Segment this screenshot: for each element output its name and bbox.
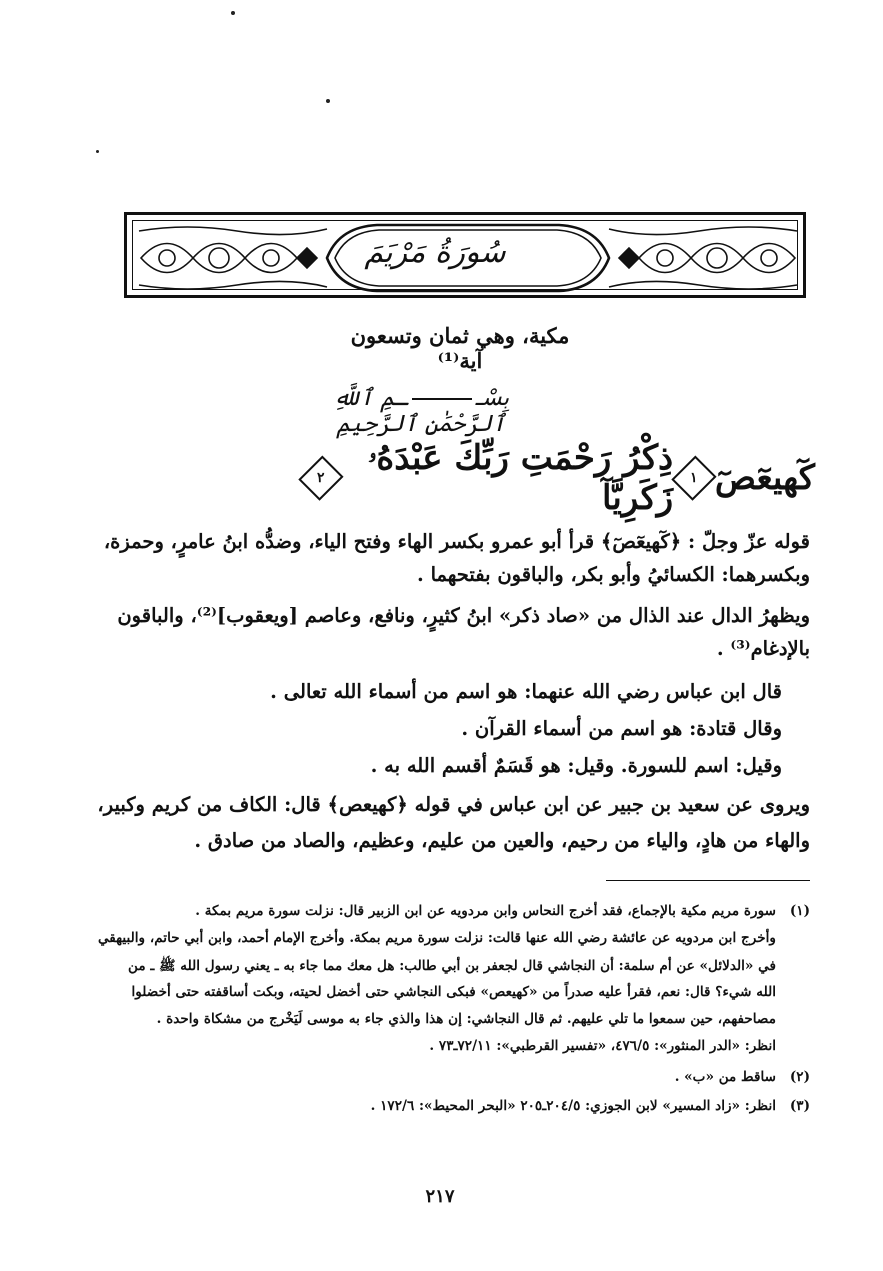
footnote-line xyxy=(124,1011,810,1027)
footnote-text: سورة مريم مكية بالإجماع، فقد أخرج النحاس وابن مردويه عن ابن الزبير قال: نزلت سورة مريم بمكة . xyxy=(195,903,776,919)
body-line: قوله عزّ وجلّ : ﴿كٓهيعٓصٓ﴾ قرأ أبو عمرو بكسر الهاء وفتح الياء، وضدُّه ابنُ عامرٍ، وحمزة، xyxy=(103,530,810,553)
body-line: وقال قتادة: هو اسم من أسماء القرآن . xyxy=(461,717,782,740)
body-line: والهاء من هادٍ، والياء من رحيم، والعين من عليم، وعظيم، والصاد من صادق . xyxy=(194,829,810,852)
verse-number-2: ٢ xyxy=(317,470,325,487)
basmala xyxy=(296,385,546,437)
footnote-text: انظر: «الدر المنثور»: ٤٧٦/٥، «تفسير القرطبي»: ٧٢/١١ـ٧٣ . xyxy=(429,1038,776,1054)
footnote-text: انظر: «زاد المسير» لابن الجوزي: ٢٠٤/٥ـ٢٠٥ «البحر المحيط»: ١٧٢/٦ . xyxy=(370,1098,776,1114)
basmala-stroke xyxy=(412,398,472,400)
scan-speck xyxy=(96,150,99,153)
verse-number-marker xyxy=(298,456,343,501)
footnote-line xyxy=(124,903,810,919)
scan-speck xyxy=(326,99,330,103)
verse-number-1: ١ xyxy=(690,470,698,487)
body-line: وبكسرهما: الكسائيُ وأبو بكر، والباقون بفتحهما . xyxy=(417,563,810,586)
scan-speck xyxy=(231,11,235,15)
footnote-line xyxy=(124,957,810,977)
footnote-number: (٢) xyxy=(789,1069,810,1085)
verse-number-marker xyxy=(672,456,717,501)
footnote-text: في «الدلائل» عن أم سلمة: أن النجاشي قال لجعفر بن أبي طالب: هل معك مما جاء به ـ يعني رسول الله ﷺ ـ من xyxy=(128,958,776,974)
body-line: ويظهرُ الدال عند الذال من «صاد ذكر» ابنُ كثيرٍ، ونافع، وعاصم [ويعقوب]⁽²⁾، والباقون xyxy=(117,604,810,627)
verse-text-1: كٓهيعٓصٓ xyxy=(714,458,815,498)
body-line: قال ابن عباس رضي الله عنهما: هو اسم من أسماء الله تعالى . xyxy=(270,680,782,703)
surah-title: سُورَةُ مَرْيَمَ xyxy=(364,234,506,270)
footnote-text: وأخرج ابن مردويه عن عائشة رضي الله عنها قالت: نزلت سورة مريم بمكة. وأخرج الإمام أحمد، وابن أبي حاتم، والبيهقي xyxy=(97,930,776,946)
body-line: بالإدغام⁽³⁾ . xyxy=(716,637,810,660)
surah-info: مكية، وهي ثمان وتسعون آية⁽¹⁾ xyxy=(350,323,570,373)
footnote-line xyxy=(124,1038,810,1054)
quran-verse xyxy=(300,438,815,518)
footnote-line xyxy=(97,930,810,946)
footnote-text: مصاحفهم، حين سمعوا ما تلي عليهم. ثم قال النجاشي: إن هذا والذي جاء به موسى لَيَخْرج من مشكاة واحدة . xyxy=(156,1011,776,1027)
footnote-number: (٣) xyxy=(789,1098,810,1114)
footnote-text: الله شيء؟ قال: نعم، فقرأ عليه صدراً من «كهيعص» فبكى النجاشي حتى أخضل لحيته، وبكت أساقفته حتى أخضلوا xyxy=(131,984,776,1000)
footnote-number: (١) xyxy=(789,903,810,919)
basmala-rest: ـمِ ٱللَّهِ ٱلرَّحْمَٰنِ ٱلرَّحِيمِ xyxy=(332,385,506,437)
footnote-line xyxy=(124,1069,810,1085)
page-number: ٢١٧ xyxy=(425,1186,455,1207)
body-line: ويروى عن سعيد بن جبير عن ابن عباس في قوله ﴿كهيعص﴾ قال: الكاف من كريم وكبير، xyxy=(97,793,810,816)
basmala-start: بِسْـ xyxy=(475,385,510,411)
footnote-line xyxy=(124,984,810,1000)
footnote-separator xyxy=(606,880,810,881)
verse-text-2: ذِكْرُ رَحْمَتِ رَبِّكَ عَبْدَهُۥ زَكَرِيَّآ xyxy=(367,438,674,518)
footnote-line xyxy=(124,1098,810,1114)
footnote-text: ساقط من «ب» . xyxy=(674,1069,776,1085)
body-line: وقيل: اسم للسورة. وقيل: هو قَسَمٌ أقسم الله به . xyxy=(370,754,782,777)
